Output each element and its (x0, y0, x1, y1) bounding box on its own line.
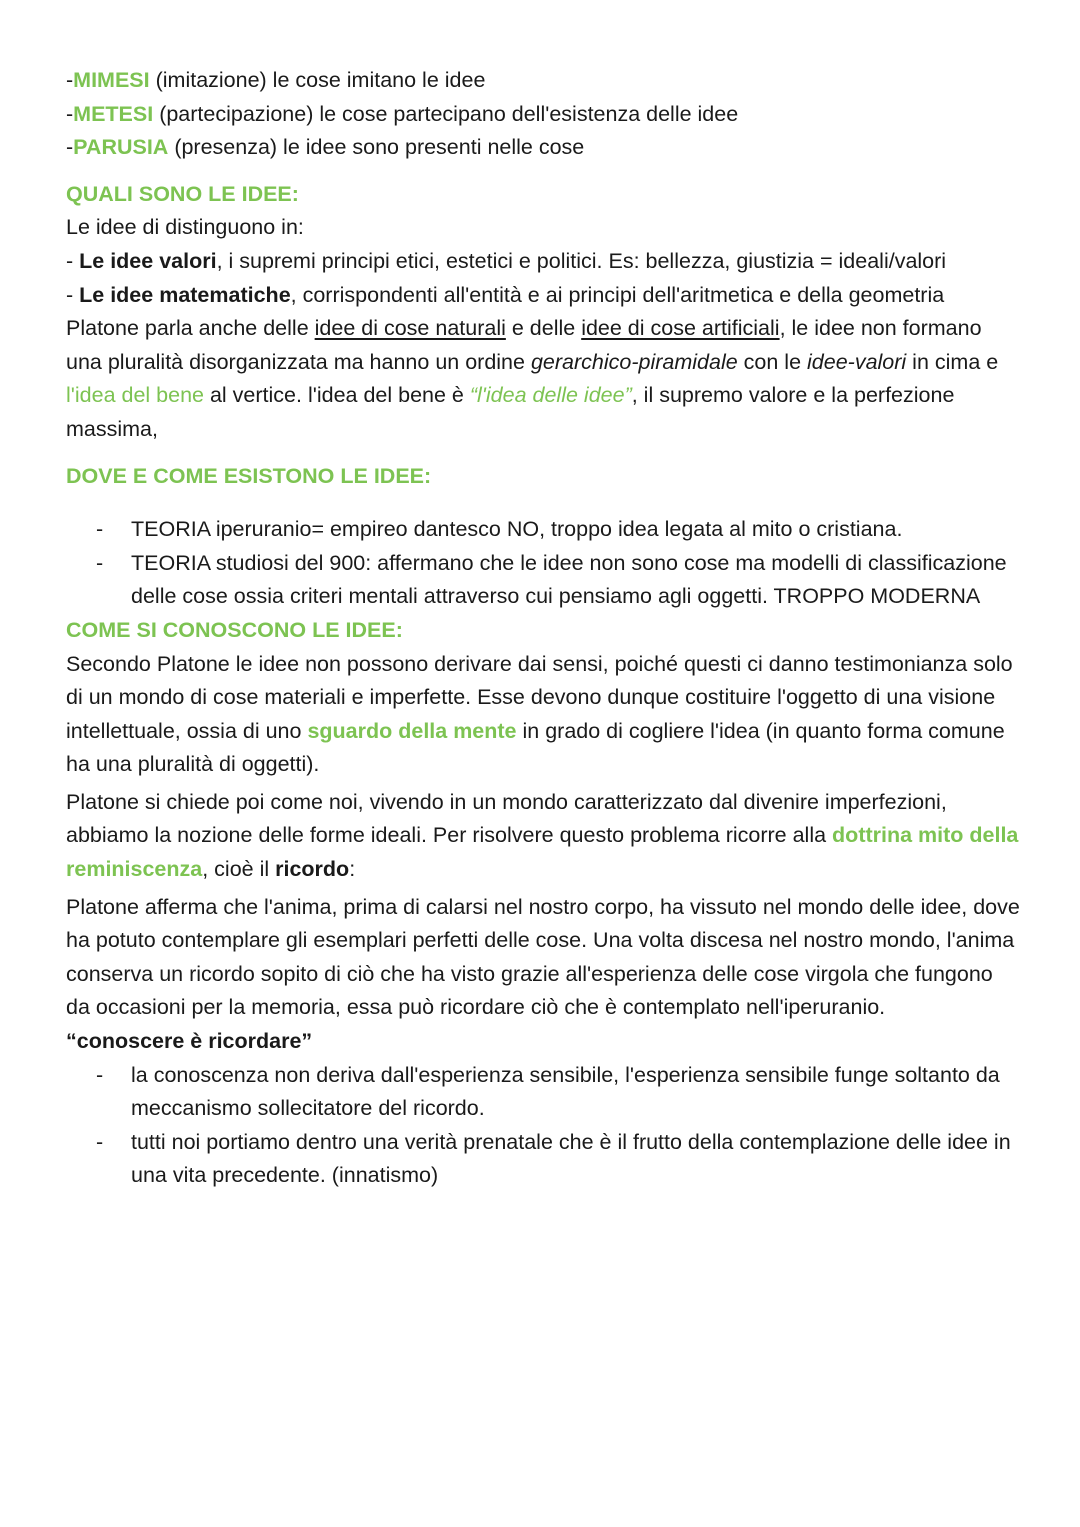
para-text: , le idee non formano una pluralità disorganizzata ma hanno un ordine (66, 316, 982, 374)
idea-delle-idee: “l'idea delle idee” (469, 383, 632, 408)
heading-quali-sono-le-idee: QUALI SONO LE IDEE: (66, 181, 299, 206)
section3-list (66, 1059, 1020, 1193)
idee-matematiche-text: , corrispondenti all'entità e ai principi dell'aritmetica e della geometria (290, 282, 945, 307)
idee-valori-item (66, 245, 1020, 279)
idea-del-bene: l'idea del bene (66, 383, 204, 408)
intro-text: (partecipazione) le cose partecipano dell'esistenza delle idee (153, 101, 739, 126)
section2-list (66, 513, 1020, 614)
intro-dash: - (66, 101, 74, 126)
para-text: Platone parla anche delle (66, 316, 315, 341)
quote-conoscere-ricordare: “conoscere è ricordare” (66, 1029, 313, 1054)
sguardo-della-mente: sguardo della mente (307, 718, 517, 743)
intro-list (66, 64, 1020, 165)
idee-matematiche-item (66, 279, 1020, 313)
term-metesi: METESI (73, 101, 154, 126)
idee-valori-term: Le idee valori (79, 248, 217, 273)
ricordo-term: ricordo (275, 857, 350, 882)
para-text: , cioè il (202, 857, 276, 882)
intro-line-metesi (66, 98, 1020, 132)
list-bullet: - (96, 517, 104, 542)
list-bullet: - (96, 1129, 104, 1154)
term-mimesi: MIMESI (73, 68, 150, 92)
idee-cose-naturali: idee di cose naturali (314, 316, 506, 341)
term-parusia: PARUSIA (73, 135, 169, 160)
idee-valori-text: , i supremi principi etici, estetici e politici. Es: bellezza, giustizia = ideali/valori (216, 248, 947, 273)
section3-paragraph-1 (66, 648, 1020, 782)
list-item-text: la conoscenza non deriva dall'esperienza sensibile, l'esperienza sensibile funge soltanto da meccanismo sollecitatore del ricordo. (131, 1062, 1000, 1121)
para-text: Platone si chiede poi come noi, vivendo in un mondo caratterizzato dal divenire imperfezioni, abbiamo la nozione delle forme ideali. Per risolvere questo problema ricorre alla (66, 789, 947, 848)
para-text: con le (737, 349, 808, 374)
list-item-text: TEORIA studiosi del 900: affermano che le idee non sono cose ma modelli di classificazione delle cose ossia criteri mentali attraverso cui pensiamo agli oggetti. TROPPO MODERNA (131, 550, 1007, 609)
para-text: e delle (505, 316, 582, 341)
para-text: Secondo Platone le idee non possono derivare dai sensi, poiché questi ci danno testimonianza solo di un mondo di cose materiali e imperfette. Esse devono dunque costituire l'oggetto di una visione intellettuale, ossia di uno (66, 651, 1013, 743)
para-text: , il supremo valore e la perfezione massima, (66, 383, 955, 441)
idee-cose-artificiali: idee di cose artificiali (581, 316, 780, 341)
intro-line-parusia (66, 131, 1020, 165)
para-text: al vertice. l'idea del bene è (204, 383, 470, 408)
list-item-text: tutti noi portiamo dentro una verità prenatale che è il frutto della contemplazione delle idee in una vita precedente. (innatismo) (131, 1129, 1011, 1188)
section1-intro: Le idee di distinguono in: (66, 215, 304, 240)
section3-paragraph-2 (66, 786, 1020, 887)
item-dash: - (66, 282, 80, 307)
idee-matematiche-term: Le idee matematiche (79, 282, 291, 307)
intro-text: (imitazione) le cose imitano le idee (149, 68, 486, 92)
para-text: in grado di cogliere l'idea (in quanto forma comune ha una pluralità di oggetti). (66, 718, 1005, 777)
intro-line-mimesi (66, 64, 1020, 98)
intro-dash: - (66, 68, 74, 92)
gerarchico-piramidale: gerarchico-piramidale (530, 349, 738, 374)
item-dash: - (66, 248, 80, 273)
intro-text: (presenza) le idee sono presenti nelle cose (168, 135, 585, 160)
list-bullet: - (96, 1062, 104, 1087)
idee-valori-italic: idee-valori (807, 349, 907, 374)
list-item (66, 1126, 1020, 1193)
list-item (66, 547, 1020, 614)
dottrina-reminiscenza: dottrina mito della reminiscenza (66, 823, 1019, 882)
list-item (66, 1059, 1020, 1126)
intro-dash: - (66, 135, 74, 160)
list-item (66, 513, 1020, 547)
para-text: : (349, 857, 356, 882)
para-text: in cima e (906, 349, 999, 374)
list-item-text: TEORIA iperuranio= empireo dantesco NO, troppo idea legata al mito o cristiana. (131, 517, 903, 542)
heading-dove-e-come-esistono: DOVE E COME ESISTONO LE IDEE: (66, 463, 432, 488)
heading-come-si-conoscono: COME SI CONOSCONO LE IDEE: (66, 617, 403, 642)
section1-paragraph (66, 312, 1020, 446)
section3-paragraph-3: Platone afferma che l'anima, prima di calarsi nel nostro corpo, ha vissuto nel mondo delle idee, dove ha potuto contemplare gli esemplari perfetti delle cose. Una volta discesa nel nostro mondo, l'anima conserva un ricordo sopito di ciò che ha visto grazie all'esperienza delle cose virgola che fungono da occasioni per la memoria, essa può ricordare ciò che è contemplato nell'iperuranio. (66, 894, 1020, 1020)
list-bullet: - (96, 550, 104, 575)
